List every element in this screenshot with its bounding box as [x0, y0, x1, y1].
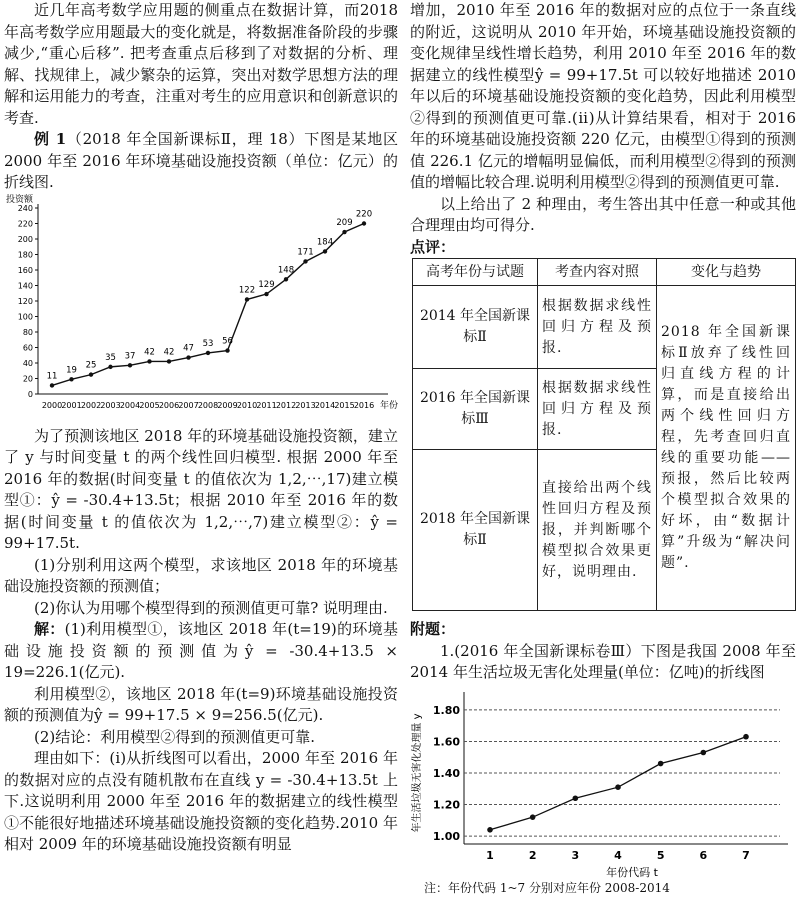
header-year: 高考年份与试题 [413, 259, 538, 286]
y-tick-label: 200 [17, 234, 33, 244]
y-axis-label: 投资额 [6, 194, 34, 205]
series-line [52, 223, 364, 385]
data-point [701, 749, 707, 755]
data-point [69, 377, 73, 381]
table-cell-content: 根据数据求线性回归方程及预报. [538, 369, 657, 450]
x-tick-label: 2013 [295, 400, 316, 410]
table-cell-trend: 2018 年全国新课标Ⅱ放弃了线性回归直线方程的计算，而是直接给出两个线性回归方程，先考查回归直线的重要功能——预报，然后比较两个模型拟合效果的好坏，由“数据计算”升级为“解决问题”. [657, 286, 796, 611]
appendix-heading [410, 619, 796, 641]
data-point [284, 277, 288, 281]
footnote: 注：年份代码 1~7 分别对应年份 2008-2014 [424, 880, 670, 895]
data-point [50, 383, 54, 387]
data-label: 184 [316, 236, 334, 247]
x-tick-label: 2016 [353, 400, 375, 410]
y-tick-label: 1.40 [432, 766, 460, 780]
data-label: 37 [124, 350, 136, 361]
data-point [89, 372, 93, 376]
y-tick-label: 1.20 [432, 798, 460, 812]
data-label: 148 [277, 264, 295, 275]
data-point [225, 348, 229, 352]
data-label: 25 [85, 360, 97, 371]
table-cell-year: 2016 年全国新课标Ⅲ [413, 369, 538, 450]
solution-1-text: (1)利用模型①，该地区 2018 年(t=19)的环境基础设施投资额的预测值为ŷ = -30.4+13.5 × 19=226.1(亿元). [4, 620, 398, 681]
y-tick-label: 40 [22, 358, 33, 368]
y-tick-label: 60 [22, 343, 33, 352]
data-point [487, 827, 493, 833]
y-tick-label: 1.60 [432, 734, 460, 748]
data-point [245, 297, 249, 301]
x-tick-label: 7 [742, 848, 750, 862]
data-point [362, 221, 366, 225]
table-cell-content: 直接给出两个线性回归方程及预报，并判断哪个模型拟合效果更好，说明理由. [538, 450, 657, 611]
data-point [342, 229, 346, 233]
y-tick-label: 1.80 [432, 703, 460, 717]
y-tick-label: 0 [27, 389, 33, 399]
solution-1 [4, 619, 398, 684]
appendix-label: 附题： [410, 620, 456, 638]
data-point [303, 259, 307, 263]
data-label: 47 [183, 343, 194, 354]
header-content: 考查内容对照 [538, 259, 657, 286]
comment-heading [410, 237, 796, 259]
data-label: 122 [238, 284, 256, 295]
series-line [490, 736, 746, 829]
appendix-question: 1.(2016 年全国新课标卷Ⅲ）下图是我国 2008 年至 2014 年生活垃圾无害化处理量(单位：亿吨)的折线图 [410, 641, 796, 681]
x-tick-label: 2006 [158, 400, 180, 410]
x-axis-label: 年份代码 t [606, 865, 658, 879]
y-tick-label: 80 [22, 327, 33, 337]
solution-4: 理由如下：(ⅰ)从折线图可以看出，2000 年至 2016 年的数据对应的点没有随机散布在直线 y = -30.4+13.5t 上下.这说明利用 2000 年至 2016 年的数据建立的线性模型①不能很好地描述环境基础设施投资额的变化趋势.2010 年相对 2009 年的环境基础设施投资额有明显 [4, 749, 398, 853]
solution-2: 利用模型②，该地区 2018 年(t=9)环境基础设施投资额的预测值为ŷ = 99+17.5 × 9=256.5(亿元). [4, 684, 398, 724]
data-label: 35 [105, 352, 116, 363]
y-tick-label: 220 [17, 219, 33, 228]
scoring-note: 以上给出了 2 种理由，考生答出其中任意一种或其他合理理由均可得分. [410, 194, 796, 234]
header-trend: 变化与趋势 [657, 259, 796, 286]
data-label: 19 [66, 364, 77, 375]
x-tick-label: 1 [486, 848, 494, 862]
x-tick-label: 2003 [100, 400, 121, 410]
data-label: 42 [144, 346, 155, 357]
y-tick-label: 240 [17, 203, 33, 213]
x-tick-label: 2005 [139, 400, 160, 410]
x-tick-label: 2011 [256, 400, 277, 410]
garbage-line-chart [410, 684, 796, 880]
data-point [323, 249, 327, 253]
example-stem [4, 129, 398, 194]
data-label: 129 [258, 279, 275, 290]
x-tick-label: 2014 [314, 400, 336, 410]
data-point [147, 359, 151, 363]
data-label: 209 [336, 217, 353, 228]
data-point [206, 350, 210, 354]
x-tick-label: 2012 [275, 400, 297, 410]
data-label: 171 [297, 246, 314, 257]
comparison-table [412, 258, 796, 611]
data-point [186, 355, 190, 359]
table-cell-content: 根据数据求线性回归方程及预报. [538, 286, 657, 369]
y-tick-label: 180 [17, 250, 33, 259]
investment-line-chart [4, 194, 398, 426]
question-1: (1)分别利用这两个模型，求该地区 2018 年的环境基础设施投资额的预测值； [4, 555, 398, 595]
data-label: 220 [355, 209, 373, 219]
x-tick-label: 2008 [197, 400, 219, 410]
x-tick-label: 2000 [41, 400, 63, 410]
x-tick-label: 2004 [119, 400, 141, 410]
x-tick-label: 2015 [334, 400, 355, 410]
solution-3: (2)结论：利用模型②得到的预测值更可靠. [34, 727, 316, 746]
table-row [413, 286, 796, 369]
x-tick-label: 2010 [236, 400, 258, 410]
x-axis-label: 年份 [380, 400, 398, 411]
comment-label: 点评： [410, 237, 456, 256]
data-point [128, 363, 132, 367]
data-point [108, 364, 112, 368]
left-column [4, 0, 398, 856]
x-tick-label: 2007 [178, 400, 199, 410]
problem-paragraph: 为了预测该地区 2018 年的环境基础设施投资额，建立了 y 与时间变量 t 的两个线性回归模型. 根据 2000 年至 2016 年的数据(时间变量 t 的值依次为 1,2,⋯,17)建立模型①：ŷ = -30.4+13.5t；根据 2010 年至 2016 年的数据(时间变量 t 的值依次为 1,2,⋯,7)建立模型②：ŷ = 99+17.5t. [4, 426, 398, 552]
x-tick-label: 2001 [61, 400, 82, 410]
data-point [530, 814, 536, 820]
table-cell-year: 2014 年全国新课标Ⅱ [413, 286, 538, 369]
data-label: 42 [163, 346, 175, 357]
data-label: 53 [202, 338, 214, 349]
data-point [573, 795, 579, 801]
x-tick-label: 2002 [80, 400, 102, 410]
right-column [410, 0, 796, 896]
data-point [167, 359, 171, 363]
intro-paragraph: 近几年高考数学应用题的侧重点在数据计算，而2018年高考数学应用题最大的变化就是，将数据准备阶段的步骤减少,“重心后移”. 把考查重点后移到了对数据的分析、理解、找规律上，减少繁杂的运算，突出对数学思想方法的理解和运用能力的考查，注重对考生的应用意识和创新意识的考查. [4, 1, 398, 127]
data-point [615, 784, 621, 790]
x-tick-label: 2009 [217, 400, 238, 410]
example-label: 例 1 [34, 130, 67, 148]
y-tick-label: 120 [17, 296, 33, 306]
solution-label: 解： [34, 620, 65, 638]
data-point [658, 760, 664, 766]
data-label: 56 [222, 336, 233, 347]
question-2: (2)你认为用哪个模型得到的预测值更可靠? 说明理由. [34, 598, 388, 617]
y-tick-label: 100 [17, 312, 33, 321]
table-cell-year: 2018 年全国新课标Ⅱ [413, 450, 538, 611]
data-point [264, 291, 268, 295]
x-tick-label: 3 [571, 848, 580, 862]
x-tick-label: 4 [614, 848, 622, 862]
y-tick-label: 160 [17, 265, 33, 275]
x-tick-label: 6 [699, 848, 708, 862]
x-tick-label: 2 [528, 848, 537, 862]
x-tick-label: 5 [656, 848, 665, 862]
y-tick-label: 1.00 [432, 829, 460, 843]
y-axis-label: 年生活垃圾无害化处理量 y [412, 712, 423, 833]
data-label: 11 [46, 370, 58, 381]
y-tick-label: 140 [17, 281, 33, 290]
y-tick-label: 20 [22, 374, 33, 383]
data-point [743, 733, 749, 739]
reason-continued: 增加，2010 年至 2016 年的数据对应的点位于一条直线的附近，这说明从 2010 年开始，环境基础设施投资额的变化规律呈线性增长趋势，利用 2010 年至 2016 年的数据建立的线性模型ŷ = 99+17.5t 可以较好地描述 2010 年以后的环境基础设施投资额的变化趋势，因此利用模型②得到的预测值更可靠.(ⅱ)从计算结果看，相对于 2016 年的环境基础设施投资额 220 亿元，由模型①得到的预测值 226.1 亿元的增幅明显偏低，而利用模型②得到的预测值的增幅比较合理.说明利用模型②得到的预测值更可靠. [410, 1, 796, 191]
example-stem-text: （2018 年全国新课标Ⅱ，理 18）下图是某地区 2000 年至 2016 年环境基础设施投资额（单位：亿元）的折线图. [4, 130, 398, 191]
table-header-row [413, 259, 796, 286]
